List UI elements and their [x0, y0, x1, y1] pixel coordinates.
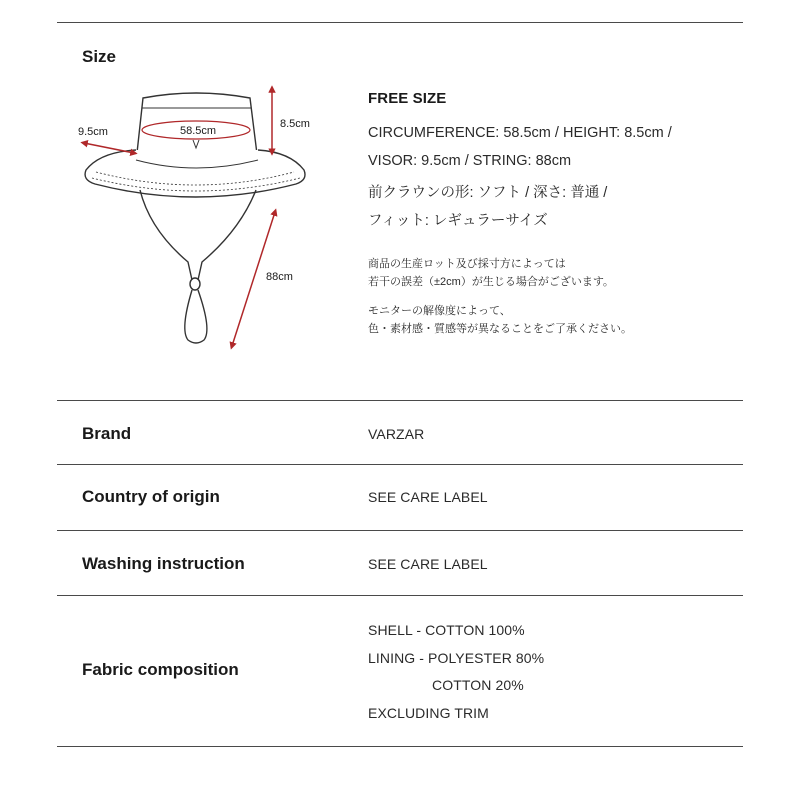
size-line-1: CIRCUMFERENCE: 58.5cm / HEIGHT: 8.5cm / — [368, 125, 672, 141]
hat-string-right — [198, 190, 256, 280]
fabric-line-3: COTTON 20% — [432, 677, 524, 693]
string-toggle — [190, 278, 200, 290]
note-line-3: モニターの解像度によって、 — [368, 305, 511, 317]
size-heading: Size — [82, 47, 117, 66]
fabric-line-2: LINING - POLYESTER 80% — [368, 650, 545, 666]
hat-string-left — [140, 190, 192, 280]
origin-label: Country of origin — [82, 487, 220, 506]
height-dimension-label: 8.5cm — [280, 118, 310, 130]
note-line-2: 若干の誤差（±2cm）が生じる場合がございます。 — [368, 276, 614, 288]
washing-value: SEE CARE LABEL — [368, 556, 488, 572]
size-line-2: VISOR: 9.5cm / STRING: 88cm — [368, 153, 572, 169]
brand-value: VARZAR — [368, 426, 425, 442]
string-loop — [185, 290, 207, 343]
note-line-4: 色・素材感・質感等が異なることをご了承ください。 — [368, 323, 632, 335]
fabric-label: Fabric composition — [82, 660, 239, 679]
note-line-1: 商品の生産ロット及び採寸方によっては — [368, 258, 566, 270]
string-dimension-label: 88cm — [266, 271, 293, 283]
washing-label: Washing instruction — [82, 554, 245, 573]
origin-value: SEE CARE LABEL — [368, 489, 488, 505]
free-size-title: FREE SIZE — [368, 90, 447, 107]
brand-label: Brand — [82, 424, 132, 443]
fabric-line-4: EXCLUDING TRIM — [368, 705, 489, 721]
hat-brim — [85, 150, 305, 197]
visor-dimension-label: 9.5cm — [78, 126, 108, 138]
size-line-3: 前クラウンの形: ソフト / 深さ: 普通 / — [368, 185, 608, 201]
fabric-line-1: SHELL - COTTON 100% — [368, 622, 525, 638]
size-line-4: フィット: レギュラーサイズ — [368, 213, 548, 229]
circumference-dimension-label: 58.5cm — [180, 125, 217, 137]
